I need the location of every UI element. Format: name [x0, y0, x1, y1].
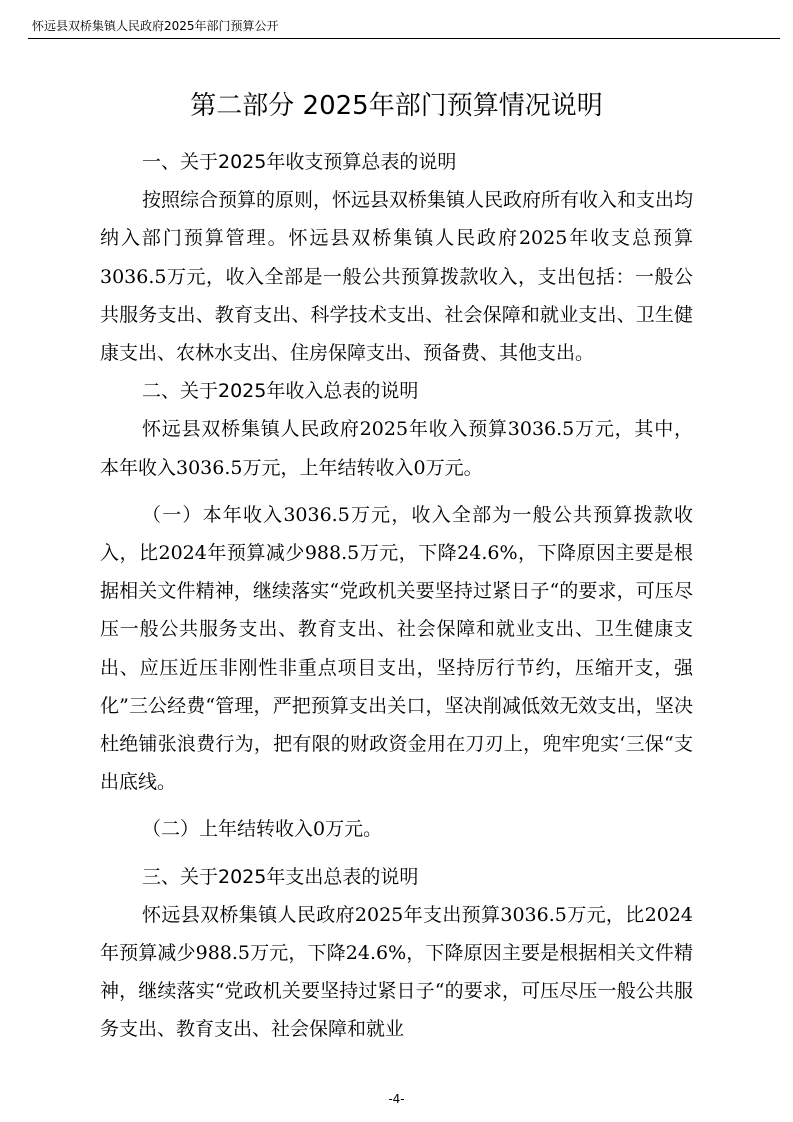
section-2-paragraph: 怀远县双桥集镇人民政府2025年收入预算3036.5万元，其中，本年收入3036.5万元，上年结转收入0万元。 [100, 418, 693, 479]
header-rule [28, 38, 780, 39]
section-1-paragraph: 按照综合预算的原则，怀远县双桥集镇人民政府所有收入和支出均纳入部门预算管理。怀远县双桥集镇人民政府2025年收支总预算3036.5万元，收入全部是一般公共预算拨款收入，支出包括：一般公共服务支出、教育支出、科学技术支出、社会保障和就业支出、卫生健康支出、农林水支出、住房保障支出、预备费、其他支出。 [100, 189, 694, 365]
running-header: 怀远县双桥集镇人民政府2025年部门预算公开 [32, 19, 279, 33]
document-body [100, 143, 693, 1049]
section-3-paragraph: 怀远县双桥集镇人民政府2025年支出预算3036.5万元，比2024年预算减少988.5万元，下降24.6%，下降原因主要是根据相关文件精神，继续落实“党政机关要坚持过紧日子“的要求，可压尽压一般公共服务支出、教育支出、社会保障和就业 [100, 903, 693, 1041]
section-heading-3: 三、关于2025年支出总表的说明 [142, 865, 419, 888]
section-heading-2: 二、关于2025年收入总表的说明 [142, 380, 419, 403]
section-2-subparagraph-2: （二）上年结转收入0万元。 [142, 818, 383, 841]
section-heading-1: 一、关于2025年收支预算总表的说明 [142, 151, 457, 173]
section-2-subparagraph-1: （一）本年收入3036.5万元，收入全部为一般公共预算拨款收入，比2024年预算减少988.5万元，下降24.6%，下降原因主要是根据相关文件精神，继续落实“党政机关要坚持过紧日子“的要求，可压尽压一般公共服务支出、教育支出、社会保障和就业支出、卫生健康支出、应压近压非刚性非重点项目支出，坚持厉行节约，压缩开支，强化”三公经费“管理，严把预算支出关口，坚决削减低效无效支出，坚决杜绝铺张浪费行为，把有限的财政资金用在刀刃上，兜牢兜实‘三保“支出底线。 [100, 503, 693, 794]
page-number: -4- [388, 1092, 405, 1106]
page-title: 第二部分 2025年部门预算情况说明 [190, 91, 603, 121]
